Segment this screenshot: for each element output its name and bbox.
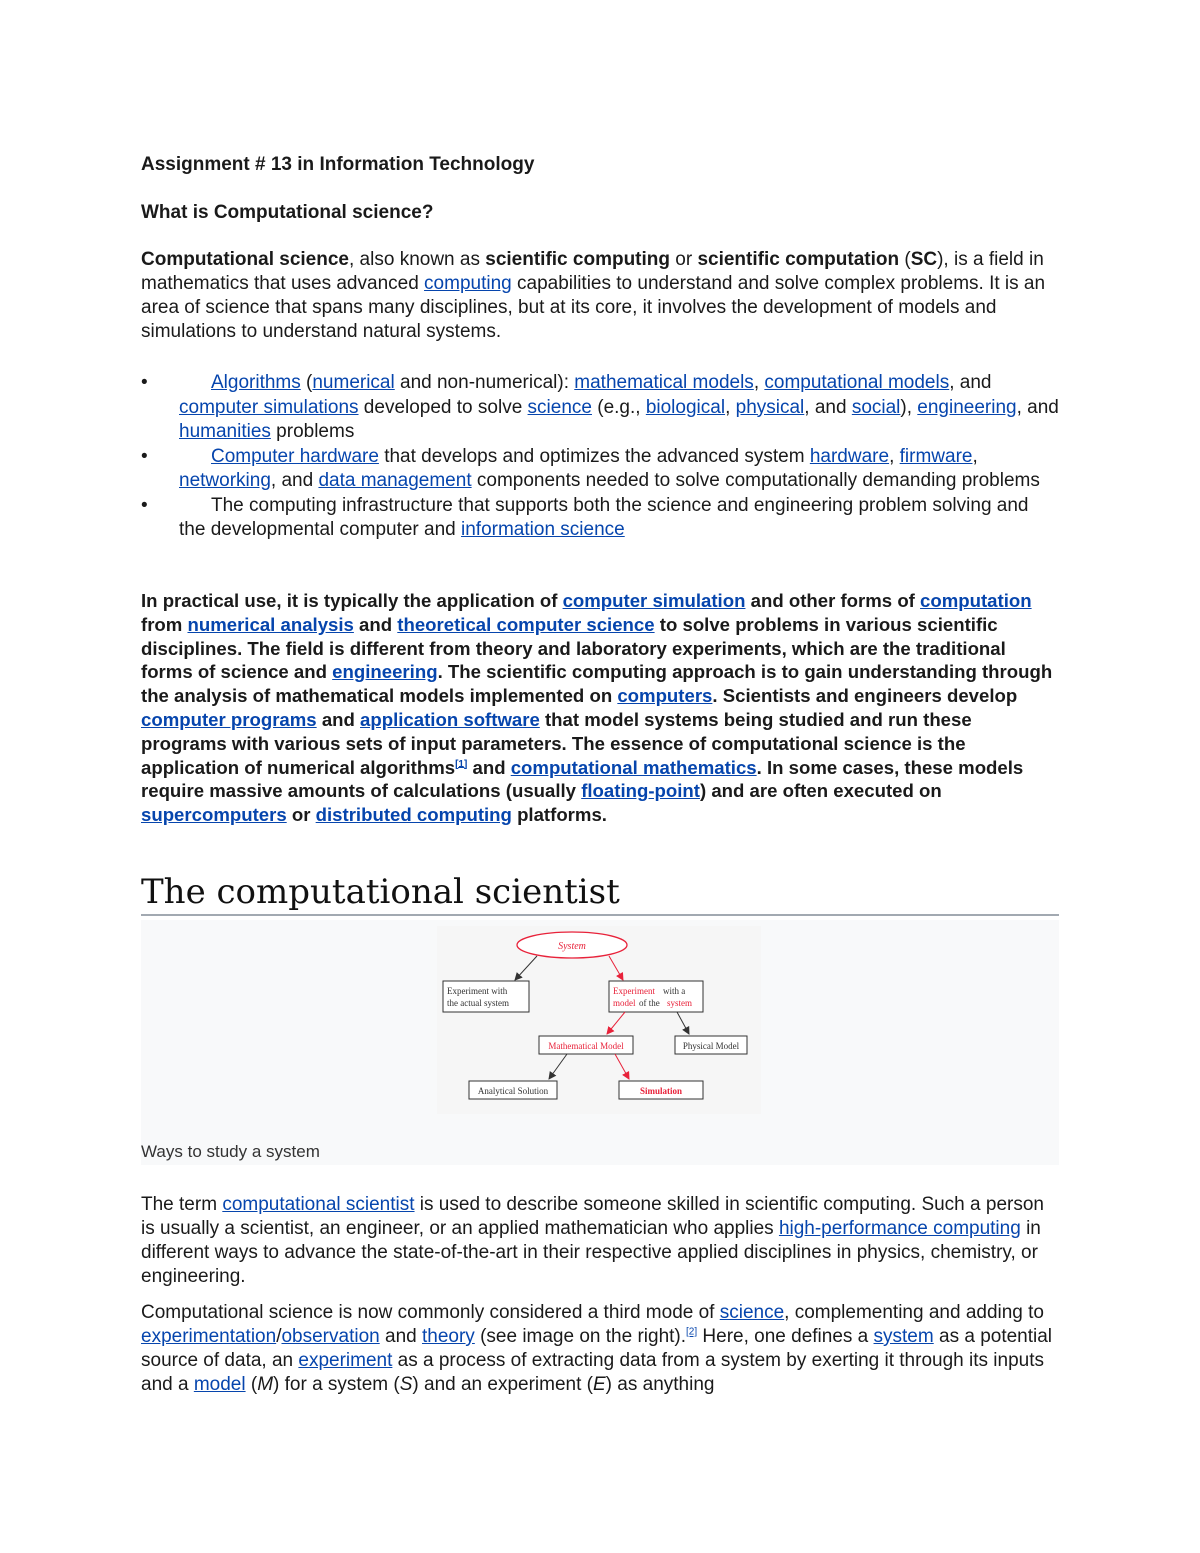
svg-text:system: system <box>667 998 693 1008</box>
link-mathematical-models[interactable]: mathematical models <box>574 372 754 393</box>
scientist-paragraph: The term computational scientist is used to describe someone skilled in scientific computing. Such a person is usually a scientist, an engineer, or an applied mathematician who applies high-performance computing in different ways to advance the state-of-the-art in their respective applied disciplines in physics, chemistry, or engineering. <box>141 1194 1044 1287</box>
diagram-svg <box>437 926 761 1114</box>
term-computational-science: Computational science <box>141 249 349 270</box>
link-computational-models[interactable]: computational models <box>764 372 950 393</box>
link-high-performance-computing[interactable]: high-performance computing <box>778 1218 1021 1239</box>
computational-scientist-section <box>141 872 1059 1397</box>
link-theoretical-computer-science[interactable]: theoretical computer science <box>397 613 655 635</box>
figure-box <box>141 920 1059 1165</box>
link-computational-scientist[interactable]: computational scientist <box>222 1194 415 1215</box>
svg-text:Physical Model: Physical Model <box>682 1041 740 1051</box>
link-biological[interactable]: biological <box>645 396 726 418</box>
term-scientific-computing: scientific computing <box>485 249 670 270</box>
bullet-icon: • <box>141 494 148 516</box>
link-engineering[interactable]: engineering <box>917 396 1017 418</box>
link-engineering-2[interactable]: engineering <box>332 661 438 683</box>
arrow <box>609 956 623 980</box>
bullet-icon: • <box>141 445 148 467</box>
link-experiment[interactable]: experiment <box>298 1350 393 1371</box>
link-hardware[interactable]: hardware <box>809 445 890 467</box>
link-observation[interactable]: observation <box>281 1326 380 1347</box>
link-computing[interactable]: computing <box>424 273 512 294</box>
svg-text:Mathematical Model: Mathematical Model <box>548 1041 624 1051</box>
arrow <box>515 956 537 980</box>
link-computer-simulations[interactable]: computer simulations <box>179 396 359 418</box>
arrow <box>549 1054 567 1079</box>
svg-text:with a: with a <box>663 986 686 996</box>
link-system[interactable]: system <box>873 1326 934 1347</box>
link-data-management[interactable]: data management <box>318 470 472 491</box>
list-item: • The computing infrastructure that supports both the science and engineering problem solving and the developmental computer and information science <box>141 494 1029 540</box>
practical-paragraph: In practical use, it is typically the application of computer simulation and other forms of computation from numerical analysis and theoretical computer science to solve problems in various scientific disciplines. The field is different from theory and laboratory experiments, which are the traditional forms of science and engineering. The scientific computing approach is to gain understanding through the analysis of mathematical models implemented on computers. Scientists and engineers develop computer programs and application software that model systems being studied and run these programs with various sets of input parameters. The essence of computational science is the application of numerical algorithms[1] and computational mathematics. In some cases, these models require massive amounts of calculations (usually floating-point) and are often executed on supercomputers or distributed computing platforms. <box>141 590 1053 826</box>
reference-1[interactable]: [1] <box>455 758 468 770</box>
link-computer-programs[interactable]: computer programs <box>141 708 317 730</box>
link-science-2[interactable]: science <box>719 1302 785 1323</box>
svg-text:Analytical Solution: Analytical Solution <box>477 1086 549 1096</box>
link-algorithms[interactable]: Algorithms <box>211 372 301 393</box>
link-model[interactable]: model <box>193 1374 246 1395</box>
arrow <box>677 1012 689 1034</box>
term-scientific-computation: scientific computation <box>697 249 900 270</box>
link-computers[interactable]: computers <box>617 685 713 707</box>
link-firmware[interactable]: firmware <box>899 445 973 467</box>
list-item: • Computer hardware that develops and optimizes the advanced system hardware, firmware, networking, and data management components needed to solve computationally demanding problems <box>141 445 1040 491</box>
svg-text:Simulation: Simulation <box>639 1086 683 1096</box>
arrow <box>607 1012 625 1034</box>
link-humanities[interactable]: humanities <box>179 421 271 442</box>
intro-paragraph: Computational science, also known as scientific computing or scientific computation (SC), is a field in mathematics that uses advanced computing capabilities to understand and solve complex problems. It is an area of science that spans many disciplines, but at its core, it involves the development of models and simulations to understand natural systems. <box>141 249 1046 342</box>
third-mode-paragraph: Computational science is now commonly considered a third mode of science, complementing and adding to experimentation/observation and theory (see image on the right).[2] Here, one defines a system as a potential source of data, an experiment as a process of extracting data from a system by exerting it through its inputs and a model (M) for a system (S) and an experiment (E) as anything <box>141 1302 1053 1395</box>
link-numerical[interactable]: numerical <box>312 372 395 393</box>
svg-text:model: model <box>613 998 636 1008</box>
svg-text:of the: of the <box>639 998 660 1008</box>
link-computation[interactable]: computation <box>920 590 1032 611</box>
link-theory[interactable]: theory <box>421 1326 475 1347</box>
link-networking[interactable]: networking <box>179 470 271 491</box>
bullet-list <box>141 371 1059 543</box>
link-application-software[interactable]: application software <box>360 708 540 730</box>
figure-caption: Ways to study a system <box>141 1142 320 1161</box>
link-floating-point[interactable]: floating-point <box>581 780 700 802</box>
reference-2[interactable]: [2] <box>686 1326 698 1338</box>
link-experimentation[interactable]: experimentation <box>141 1326 277 1347</box>
term-sc: SC <box>910 249 938 270</box>
bullet-icon: • <box>141 372 148 393</box>
link-computer-hardware[interactable]: Computer hardware <box>211 445 379 467</box>
system-label: System <box>558 941 586 952</box>
link-computer-simulation[interactable]: computer simulation <box>562 590 746 611</box>
link-science[interactable]: science <box>527 396 592 418</box>
list-item: • Algorithms (numerical and non-numerical): mathematical models, computational models, and computer simulations developed to solve science (e.g., biological, physical, and social), engineering, and humanities problems <box>141 372 1059 442</box>
system-diagram <box>437 926 761 1114</box>
svg-text:the actual system: the actual system <box>447 998 509 1008</box>
question-heading: What is Computational science? <box>141 202 434 223</box>
link-computational-mathematics[interactable]: computational mathematics <box>510 756 757 778</box>
svg-text:Experiment: Experiment <box>613 986 655 996</box>
link-distributed-computing[interactable]: distributed computing <box>315 804 512 826</box>
svg-text:Experiment with: Experiment with <box>447 986 508 996</box>
assignment-title: Assignment # 13 in Information Technology <box>141 154 535 175</box>
link-information-science[interactable]: information science <box>461 519 625 540</box>
link-supercomputers[interactable]: supercomputers <box>141 804 287 826</box>
link-social[interactable]: social <box>851 396 901 418</box>
link-physical[interactable]: physical <box>735 396 805 418</box>
arrow <box>615 1054 629 1079</box>
link-numerical-analysis[interactable]: numerical analysis <box>187 613 354 635</box>
section-heading: The computational scientist <box>141 872 1059 916</box>
